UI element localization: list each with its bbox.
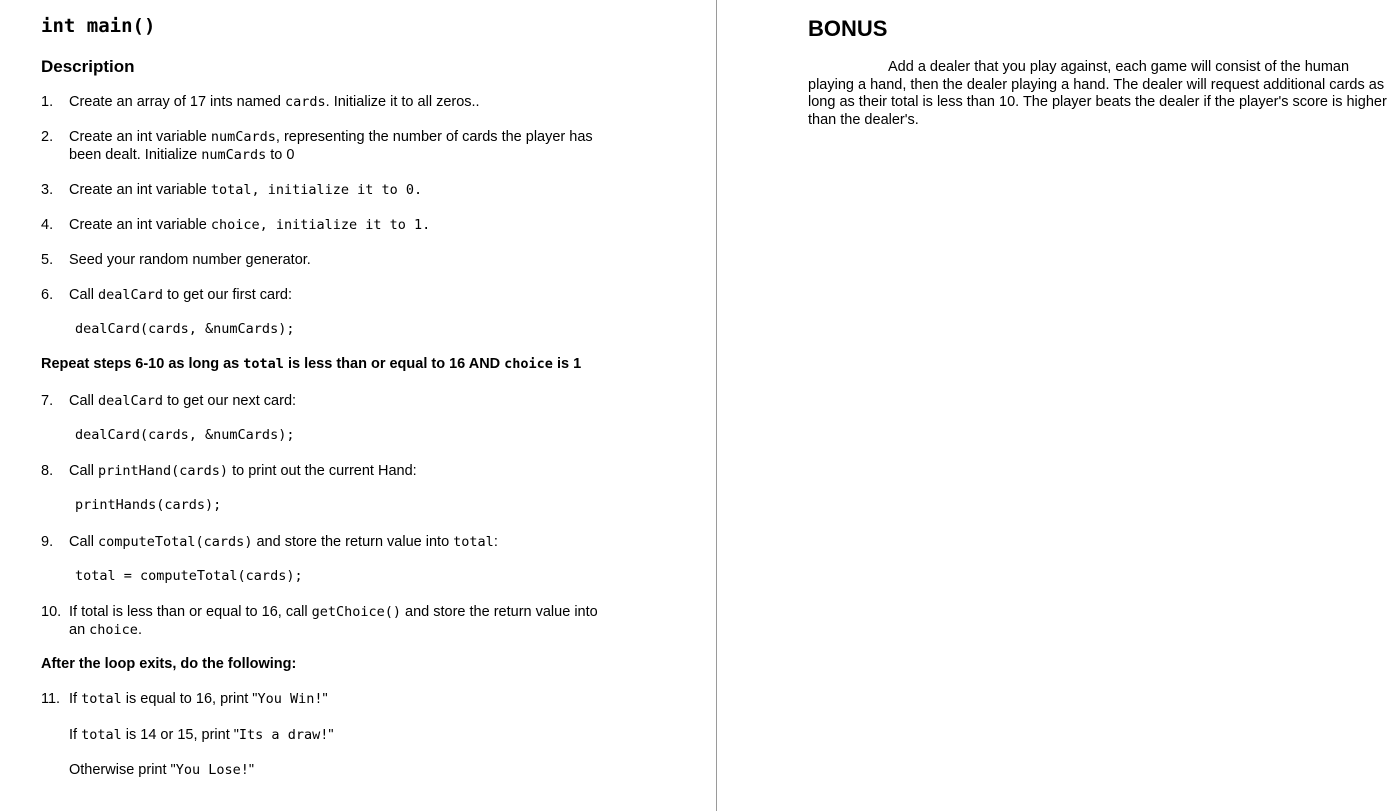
page-title: int main() bbox=[41, 15, 156, 37]
code-snippet: dealCard(cards, &numCards); bbox=[75, 321, 295, 337]
code-snippet: printHands(cards); bbox=[75, 497, 222, 513]
instructions-left-column: int main() Description 1. Create an array of 17 ints named cards. Initialize it to all zeros.. 2. Create an int variable numCards, representing the number of cards the player has been dealt. Initialize numCards to 0 3. Create an int variable total, initialize it to 0. 4. Create an int variable choice, initialize it to 1. 5. Seed your random number generator. 6. Call dealCard to get our first card: dealCard(cards, &numCards); Repeat steps 6-10 as long as total is less than or equal to 16 AND choice is 1 7. Call dealCard to get our next card: dealCard(cards, &numCards); 8. Call printHand(cards) to print out the current Hand: printHands(cards); 9. Call computeTotal(cards) and store the return value into total: total = computeTotal(cards); 10. If total is less than or equal to 16, call getChoice() and store the return value into an choice. After the loop exits, do the following: 11. If total is equal to 16, print "You Win!" If total is 14 or 15, print "Its a draw!" Otherwise print "You Lose!" bbox=[41, 15, 598, 778]
description-heading: Description bbox=[41, 57, 135, 76]
lose-instruction: Otherwise print "You Lose!" bbox=[69, 762, 254, 778]
draw-instruction: If total is 14 or 15, print "Its a draw!" bbox=[69, 727, 334, 743]
after-loop-heading: After the loop exits, do the following: bbox=[41, 656, 297, 672]
code-snippet: dealCard(cards, &numCards); bbox=[75, 427, 295, 443]
bonus-text: Add a dealer that you play against, each game will consist of the human playing a hand, then the dealer playing a hand. The dealer will request additional cards as long as their total is less than 10. The player beats the dealer if the player's score is higher than the dealer's. bbox=[808, 59, 1387, 128]
repeat-instruction: Repeat steps 6-10 as long as total is less than or equal to 16 AND choice is 1 bbox=[41, 356, 582, 372]
code-snippet: total = computeTotal(cards); bbox=[75, 568, 303, 584]
bonus-title: BONUS bbox=[808, 16, 888, 41]
